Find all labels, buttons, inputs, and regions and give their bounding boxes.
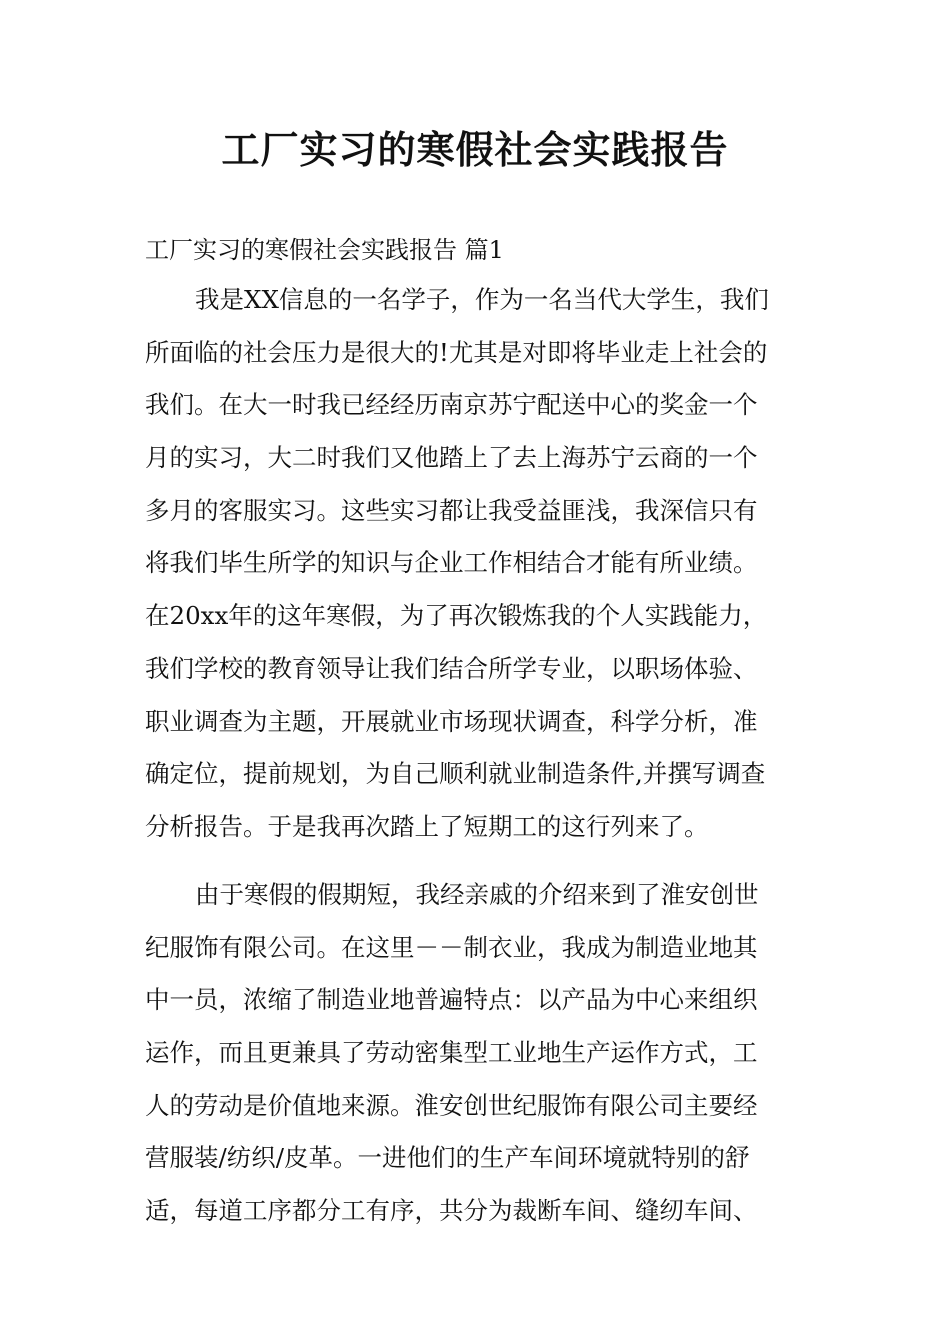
paragraph-line: 所面临的社会压力是很大的!尤其是对即将毕业走上社会的 — [145, 337, 768, 367]
paragraph-line: 确定位，提前规划，为自己顺利就业制造条件,并撰写调查 — [145, 759, 766, 789]
section-heading: 工厂实习的寒假社会实践报告 篇1 — [145, 236, 504, 264]
paragraph-line: 适，每道工序都分工有序，共分为裁断车间、缝纫车间、 — [145, 1196, 758, 1226]
paragraph-line: 纪服饰有限公司。在这里－－制衣业，我成为制造业地其 — [145, 932, 758, 962]
paragraph-2 — [145, 869, 805, 1238]
paragraph-1 — [145, 274, 805, 854]
paragraph-line: 将我们毕生所学的知识与企业工作相结合才能有所业绩。 — [145, 548, 758, 578]
paragraph-line: 在20xx年的这年寒假，为了再次锻炼我的个人实践能力， — [145, 601, 768, 631]
paragraph-line: 人的劳动是价值地来源。淮安创世纪服饰有限公司主要经 — [145, 1090, 758, 1120]
paragraph-line: 多月的客服实习。这些实习都让我受益匪浅，我深信只有 — [145, 495, 758, 525]
paragraph-line: 我们。在大一时我已经经历南京苏宁配送中心的奖金一个 — [145, 390, 758, 420]
paragraph-line: 由于寒假的假期短，我经亲戚的介绍来到了淮安创世 — [195, 880, 759, 909]
paragraph-line: 我们学校的教育领导让我们结合所学专业，以职场体验、 — [145, 653, 758, 683]
paragraph-line: 职业调查为主题，开展就业市场现状调查，科学分析，准 — [145, 706, 758, 736]
paragraph-line: 月的实习，大二时我们又他踏上了去上海苏宁云商的一个 — [145, 443, 758, 473]
paragraph-line: 分析报告。于是我再次踏上了短期工的这行列来了。 — [145, 811, 709, 841]
paragraph-line: 我是XX信息的一名学子，作为一名当代大学生，我们 — [195, 285, 769, 314]
paragraph-line: 营服装/纺织/皮革。一进他们的生产车间环境就特别的舒 — [145, 1143, 750, 1173]
paragraph-line: 运作，而且更兼具了劳动密集型工业地生产运作方式，工 — [145, 1038, 758, 1068]
document-title: 工厂实习的寒假社会实践报告 — [221, 128, 729, 172]
paragraph-line: 中一员，浓缩了制造业地普遍特点：以产品为中心来组织 — [145, 985, 758, 1015]
